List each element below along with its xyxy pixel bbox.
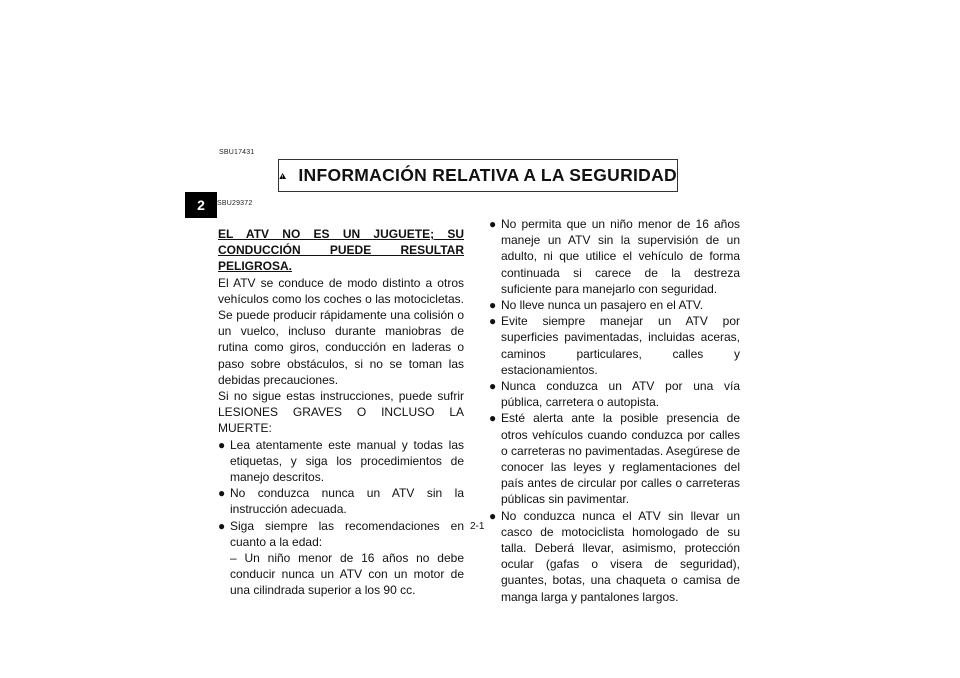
paragraph: El ATV se conduce de modo distinto a otros vehículos como los coches o las motocicletas. Se puede producir rápidamente una colisión o un vuelco, incluso durante maniobras de rutina como giros, conducción en laderas o paso sobre obstáculos, si no se toman las debidas precauciones. — [218, 275, 464, 387]
page-number: 2-1 — [470, 521, 485, 532]
bullet-icon: ● — [489, 379, 497, 394]
list-item: ● Lea atentamente este manual y todas las etiquetas, y siga los procedimientos de manejo descritos. — [218, 437, 464, 485]
page-title: INFORMACIÓN RELATIVA A LA SEGURIDAD — [298, 165, 677, 185]
section-title-box — [278, 159, 678, 192]
bullet-icon: ● — [218, 518, 226, 533]
document-code-section: SBU29372 — [217, 200, 253, 207]
bullet-icon: ● — [489, 411, 497, 426]
document-code-top: SBU17431 — [219, 149, 255, 156]
list-item: ● No conduzca nunca un ATV sin la instrucción adecuada. — [218, 486, 464, 517]
chapter-tab: 2 — [185, 192, 217, 218]
bullet-icon: ● — [489, 314, 497, 329]
list-item: ● No lleve nunca un pasajero en el ATV. — [489, 298, 704, 313]
sub-item: – Un niño menor de 16 años no debe conducir nunca un ATV con un motor de una cilindrada superior a los 90 cc. — [230, 551, 464, 598]
paragraph: Si no sigue estas instrucciones, puede sufrir LESIONES GRAVES O INCLUSO LA MUERTE: — [218, 389, 464, 436]
right-column — [489, 216, 740, 605]
bullet-icon: ● — [489, 217, 497, 231]
list-item: ● Nunca conduzca un ATV por una vía pública, carretera o autopista. — [489, 379, 740, 410]
bullet-icon: ● — [218, 437, 226, 452]
bullet-icon: ● — [489, 298, 497, 313]
section-heading: EL ATV NO ES UN JUGUETE; SU CONDUCCIÓN PUEDE RESULTAR PELIGROSA. — [218, 227, 464, 274]
list-item: ● Esté alerta ante la posible presencia de otros vehículos cuando conduzca por calles o carreteras no pavimentadas. Asegúrese de conocer las leyes y reglamentaciones del país antes de circular por calles o carreteras públicas sin pavimentar. — [489, 411, 740, 507]
warning-icon — [279, 166, 286, 186]
bullet-icon: ● — [489, 508, 497, 523]
bullet-icon: ● — [218, 486, 226, 501]
left-column — [218, 226, 464, 599]
list-item: ● No conduzca nunca el ATV sin llevar un casco de motociclista homologado de su talla. Deberá llevar, asimismo, protección ocular (gafas o visera de seguridad), guantes, botas, una chaqueta o camisa de manga larga y pantalones largos. — [489, 508, 740, 604]
list-item: ● No permita que un niño menor de 16 años maneje un ATV sin la supervisión de un adulto, ni que utilice el vehículo de forma continuada si carece de la destreza suficiente para manejarlo con seguridad. — [489, 217, 740, 296]
list-item: ● Siga siempre las recomendaciones en cuanto a la edad: – Un niño menor de 16 años no debe conducir nunca un ATV con un motor de una cilindrada superior a los 90 cc. — [218, 518, 464, 598]
list-item: ● Evite siempre manejar un ATV por superficies pavimentadas, incluidas aceras, caminos particulares, calles y estacionamientos. — [489, 314, 740, 377]
